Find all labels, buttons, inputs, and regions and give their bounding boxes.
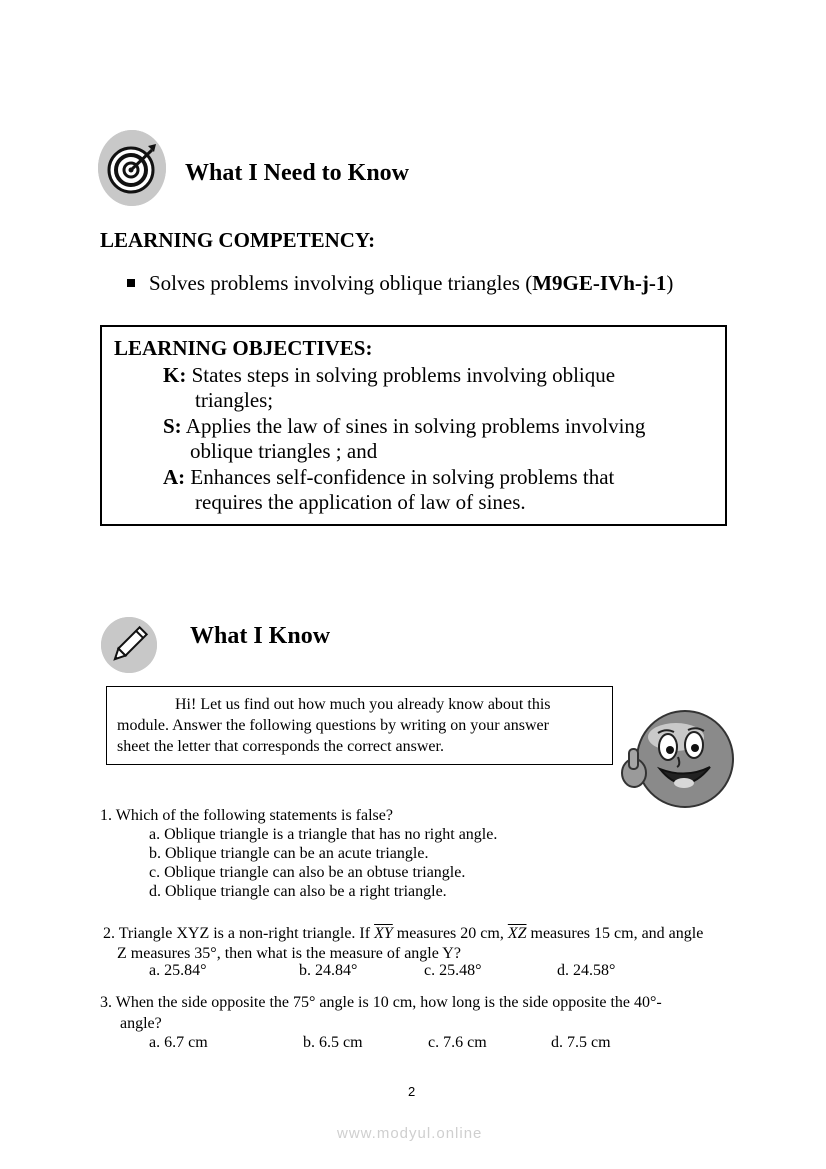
question-2-option-c: c. 25.48° [424,962,482,979]
competency-text: Solves problems involving oblique triangles ( [149,271,533,295]
question-1-stem: 1. Which of the following statements is false? [100,807,393,824]
intro-line-2: module. Answer the following questions by writing on your answer [117,717,549,734]
objective-s [163,414,645,439]
objective-a-continued: requires the application of law of sines. [195,490,526,514]
objective-s-continued: oblique triangles ; and [190,439,378,463]
objective-k-continued: triangles; [195,388,274,412]
segment-xz: $\overline{XZ}$ [507,925,527,942]
competency-item [127,271,673,296]
target-icon [98,130,166,206]
section-title-what-i-know: What I Know [190,623,331,649]
question-2-option-a: a. 25.84° [149,962,207,979]
question-2-part-2: measures 20 cm, [392,925,508,942]
objective-a-text: Enhances self-confidence in solving problems that [190,465,615,489]
question-2-option-b: b. 24.84° [299,962,358,979]
page-number: 2 [408,1084,416,1099]
competency-close: ) [666,271,674,295]
learning-competency-heading: LEARNING COMPETENCY: [100,228,376,252]
intro-line-3: sheet the letter that corresponds the correct answer. [117,738,444,755]
question-2-part-3: measures 15 cm, and angle [526,925,704,942]
pencil-icon [101,617,157,673]
segment-xy: $\overline{XY}$ [374,925,393,942]
question-3-line-1: 3. When the side opposite the 75° angle is 10 cm, how long is the side opposite the 40°- [100,994,662,1011]
smiley-mascot-icon [618,707,736,811]
question-2-option-d: d. 24.58° [557,962,616,979]
objective-a [163,465,614,490]
section-title-need-to-know: What I Need to Know [185,160,410,186]
bullet-square-icon [127,279,135,287]
objective-k-label: K: [163,363,187,387]
question-3-option-b: b. 6.5 cm [303,1034,363,1051]
question-3-option-d: d. 7.5 cm [551,1034,611,1051]
intro-line-1: Hi! Let us find out how much you already know about this [175,696,551,713]
question-2-line-2: Z measures 35°, then what is the measure of angle Y? [117,945,461,962]
objective-a-label: A: [163,465,186,489]
learning-objectives-box [100,325,727,526]
question-1-option-d: d. Oblique triangle can also be a right triangle. [149,883,447,900]
question-1-option-a: a. Oblique triangle is a triangle that has no right angle. [149,826,498,843]
watermark: www.modyul.online [337,1125,483,1142]
question-3-option-c: c. 7.6 cm [428,1034,487,1051]
question-2-line-1 [103,924,703,943]
objective-k [163,363,615,388]
objective-s-text: Applies the law of sines in solving problems involving [185,414,646,438]
question-1-option-c: c. Oblique triangle can also be an obtuse triangle. [149,864,466,881]
question-3-option-a: a. 6.7 cm [149,1034,208,1051]
objective-k-text: States steps in solving problems involving oblique [191,363,616,387]
intro-box [106,686,613,765]
question-1-option-b: b. Oblique triangle can be an acute triangle. [149,845,429,862]
question-2-part-1: 2. Triangle XYZ is a non-right triangle. If [103,925,375,942]
competency-code: M9GE-IVh-j-1 [532,271,667,295]
learning-objectives-heading: LEARNING OBJECTIVES: [114,336,373,360]
objective-s-label: S: [163,414,182,438]
question-3-line-2: angle? [120,1015,162,1032]
